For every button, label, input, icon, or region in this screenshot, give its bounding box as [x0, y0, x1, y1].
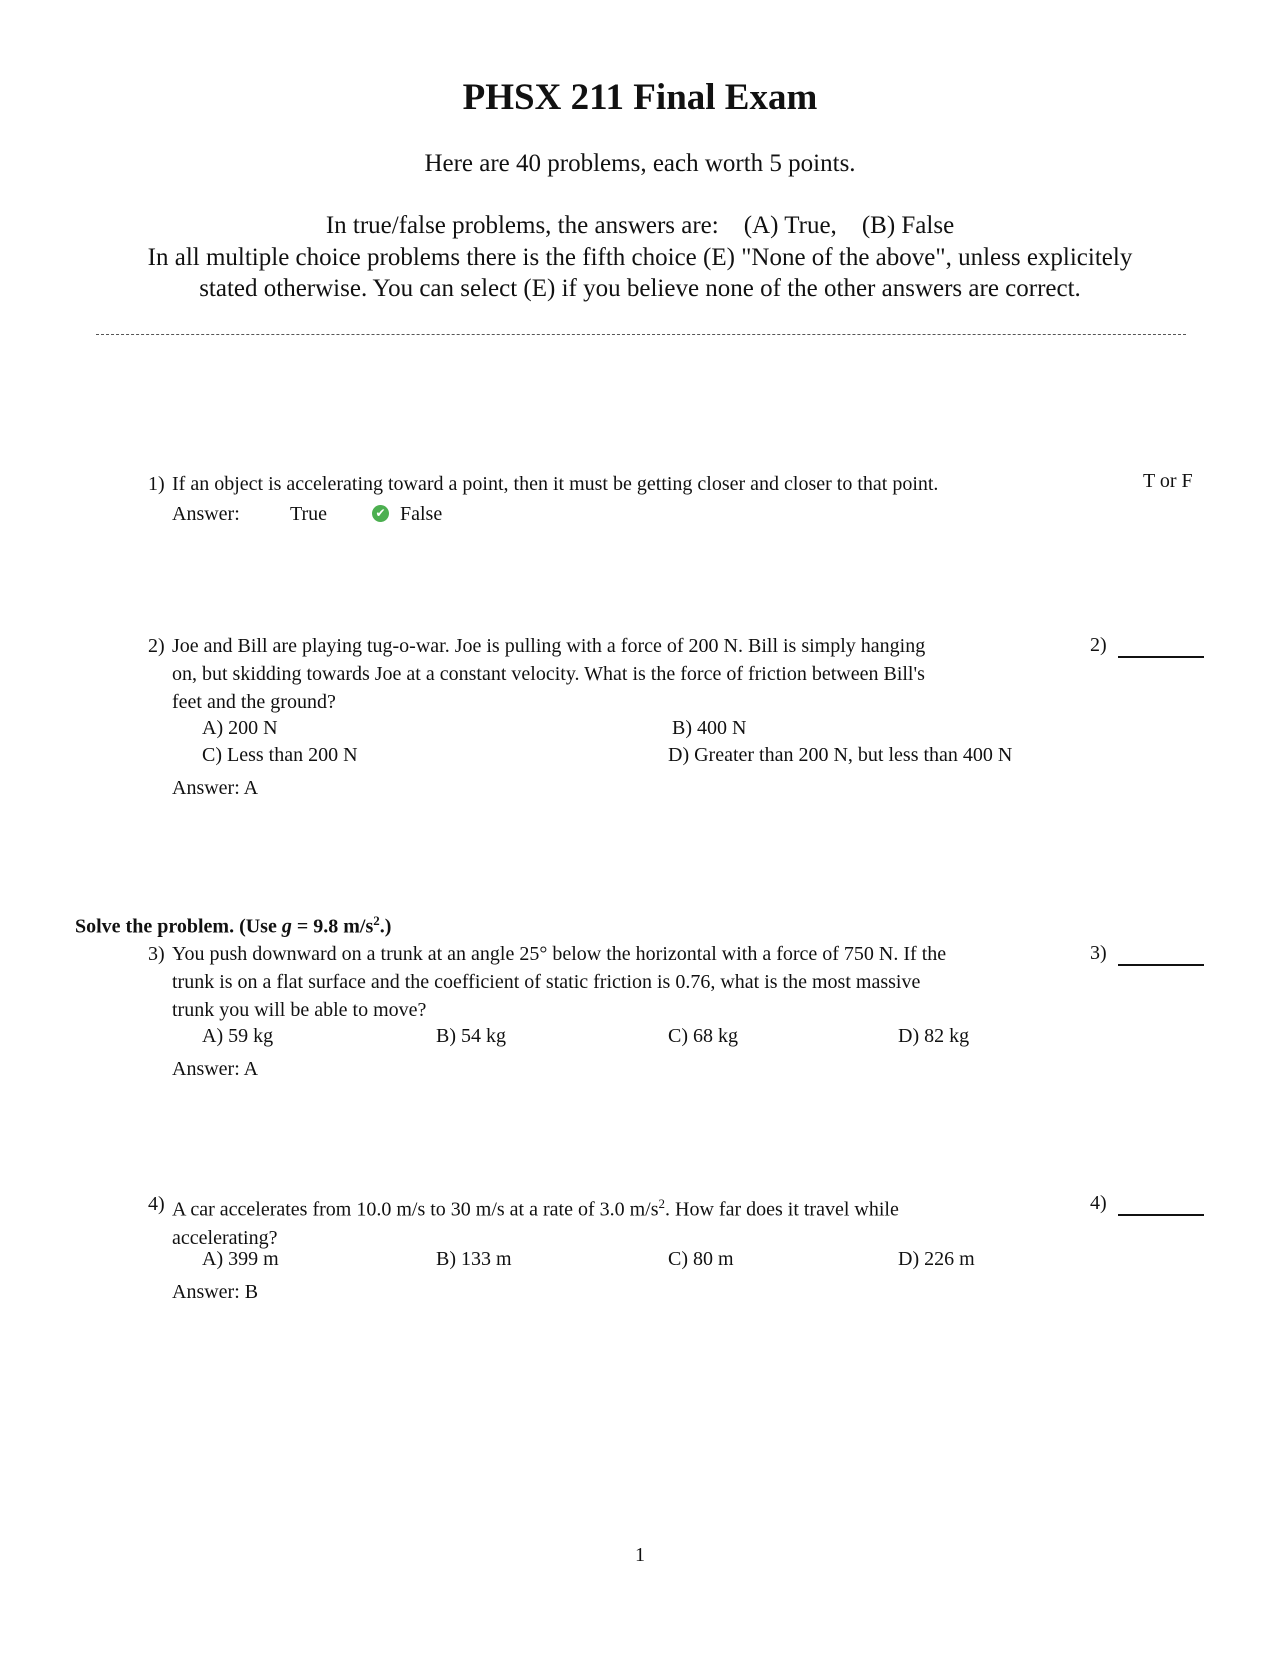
- q2-answer: Answer: A: [172, 777, 259, 799]
- q2-choice-d: D) Greater than 200 N, but less than 400 N: [668, 744, 1013, 766]
- question-number: 1): [148, 473, 165, 495]
- true-false-instructions: [0, 212, 1280, 240]
- question-number: 4): [148, 1193, 165, 1215]
- question-2: [148, 632, 1068, 716]
- question-text: If an object is accelerating toward a point, then it must be getting closer and closer to that point.: [172, 473, 939, 495]
- q3-answer: Answer: A: [172, 1058, 259, 1080]
- question-text-line-3: trunk you will be able to move?: [172, 999, 427, 1021]
- q4-choice-a: A) 399 m: [202, 1248, 279, 1270]
- page-number: 1: [635, 1544, 645, 1566]
- question-4: [148, 1190, 1068, 1252]
- q3-choice-c: C) 68 kg: [668, 1025, 738, 1047]
- q4-side-number: 4): [1090, 1192, 1107, 1214]
- section-suffix: .): [379, 915, 392, 938]
- question-text-line-1: Joe and Bill are playing tug-o-war. Joe is pulling with a force of 200 N. Bill is simply hanging: [172, 635, 926, 657]
- q4-answer: Answer: B: [172, 1281, 259, 1303]
- mc-line-1: In all multiple choice problems there is the fifth choice (E) "None of the above", unless explicitely: [147, 244, 1133, 271]
- option-true: True: [290, 503, 328, 525]
- question-number: 2): [148, 635, 165, 657]
- q4-line1-suffix: . How far does it travel while: [665, 1198, 899, 1221]
- q4-line1-prefix: A car accelerates from 10.0 m/s to 30 m/s at a rate of 3.0 m/s: [172, 1198, 659, 1221]
- multiple-choice-instructions: [0, 242, 1280, 304]
- tf-option-a: (A) True,: [743, 212, 837, 239]
- q4-choice-c: C) 80 m: [668, 1248, 734, 1270]
- dashed-divider: [96, 334, 1186, 335]
- question-text-line-2: trunk is on a flat surface and the coefficient of static friction is 0.76, what is the most massive: [172, 971, 921, 993]
- q2-choice-c: C) Less than 200 N: [202, 744, 358, 766]
- q3-answer-blank[interactable]: [1118, 964, 1204, 966]
- q4-choice-d: D) 226 m: [898, 1248, 975, 1270]
- section-g: g: [281, 915, 292, 938]
- q1-answer-row: [172, 503, 443, 526]
- tf-prefix: In true/false problems, the answers are:: [325, 212, 719, 239]
- section-middle: = 9.8 m/s: [291, 915, 374, 938]
- section-sup: 2: [373, 913, 380, 928]
- section-prefix: Solve the problem. (Use: [75, 915, 282, 938]
- intro-text: Here are 40 problems, each worth 5 points.: [424, 150, 856, 177]
- q2-choice-b: B) 400 N: [672, 717, 747, 739]
- q1-side-label: T or F: [1143, 470, 1193, 492]
- question-text-line-1: [172, 1190, 1068, 1224]
- question-text-line-1: You push downward on a trunk at an angle 25° below the horizontal with a force of 750 N. If the: [172, 943, 947, 965]
- q2-choice-a: A) 200 N: [202, 717, 278, 739]
- q3-side-number: 3): [1090, 942, 1107, 964]
- section-heading: [75, 913, 391, 939]
- exam-title: PHSX 211 Final Exam: [462, 77, 818, 118]
- q3-choice-b: B) 54 kg: [436, 1025, 506, 1047]
- answer-label: Answer:: [172, 503, 240, 525]
- q4-choice-b: B) 133 m: [436, 1248, 512, 1270]
- tf-option-b: (B) False: [861, 212, 955, 239]
- q2-answer-blank[interactable]: [1118, 656, 1204, 658]
- check-icon: ✔: [372, 505, 389, 522]
- q3-choice-a: A) 59 kg: [202, 1025, 274, 1047]
- question-text-line-3: feet and the ground?: [172, 691, 336, 713]
- q4-line1-sup: 2: [658, 1196, 666, 1211]
- question-number: 3): [148, 943, 165, 965]
- mc-line-2: stated otherwise. You can select (E) if you believe none of the other answers are correct.: [199, 275, 1081, 302]
- option-false: False: [400, 503, 443, 525]
- question-3: [148, 940, 1068, 1024]
- q3-choice-d: D) 82 kg: [898, 1025, 970, 1047]
- question-text-line-2: on, but skidding towards Joe at a constant velocity. What is the force of friction between Bill's: [172, 663, 925, 685]
- q4-answer-blank[interactable]: [1118, 1214, 1204, 1216]
- q2-side-number: 2): [1090, 634, 1107, 656]
- question-text-line-2: accelerating?: [172, 1226, 278, 1249]
